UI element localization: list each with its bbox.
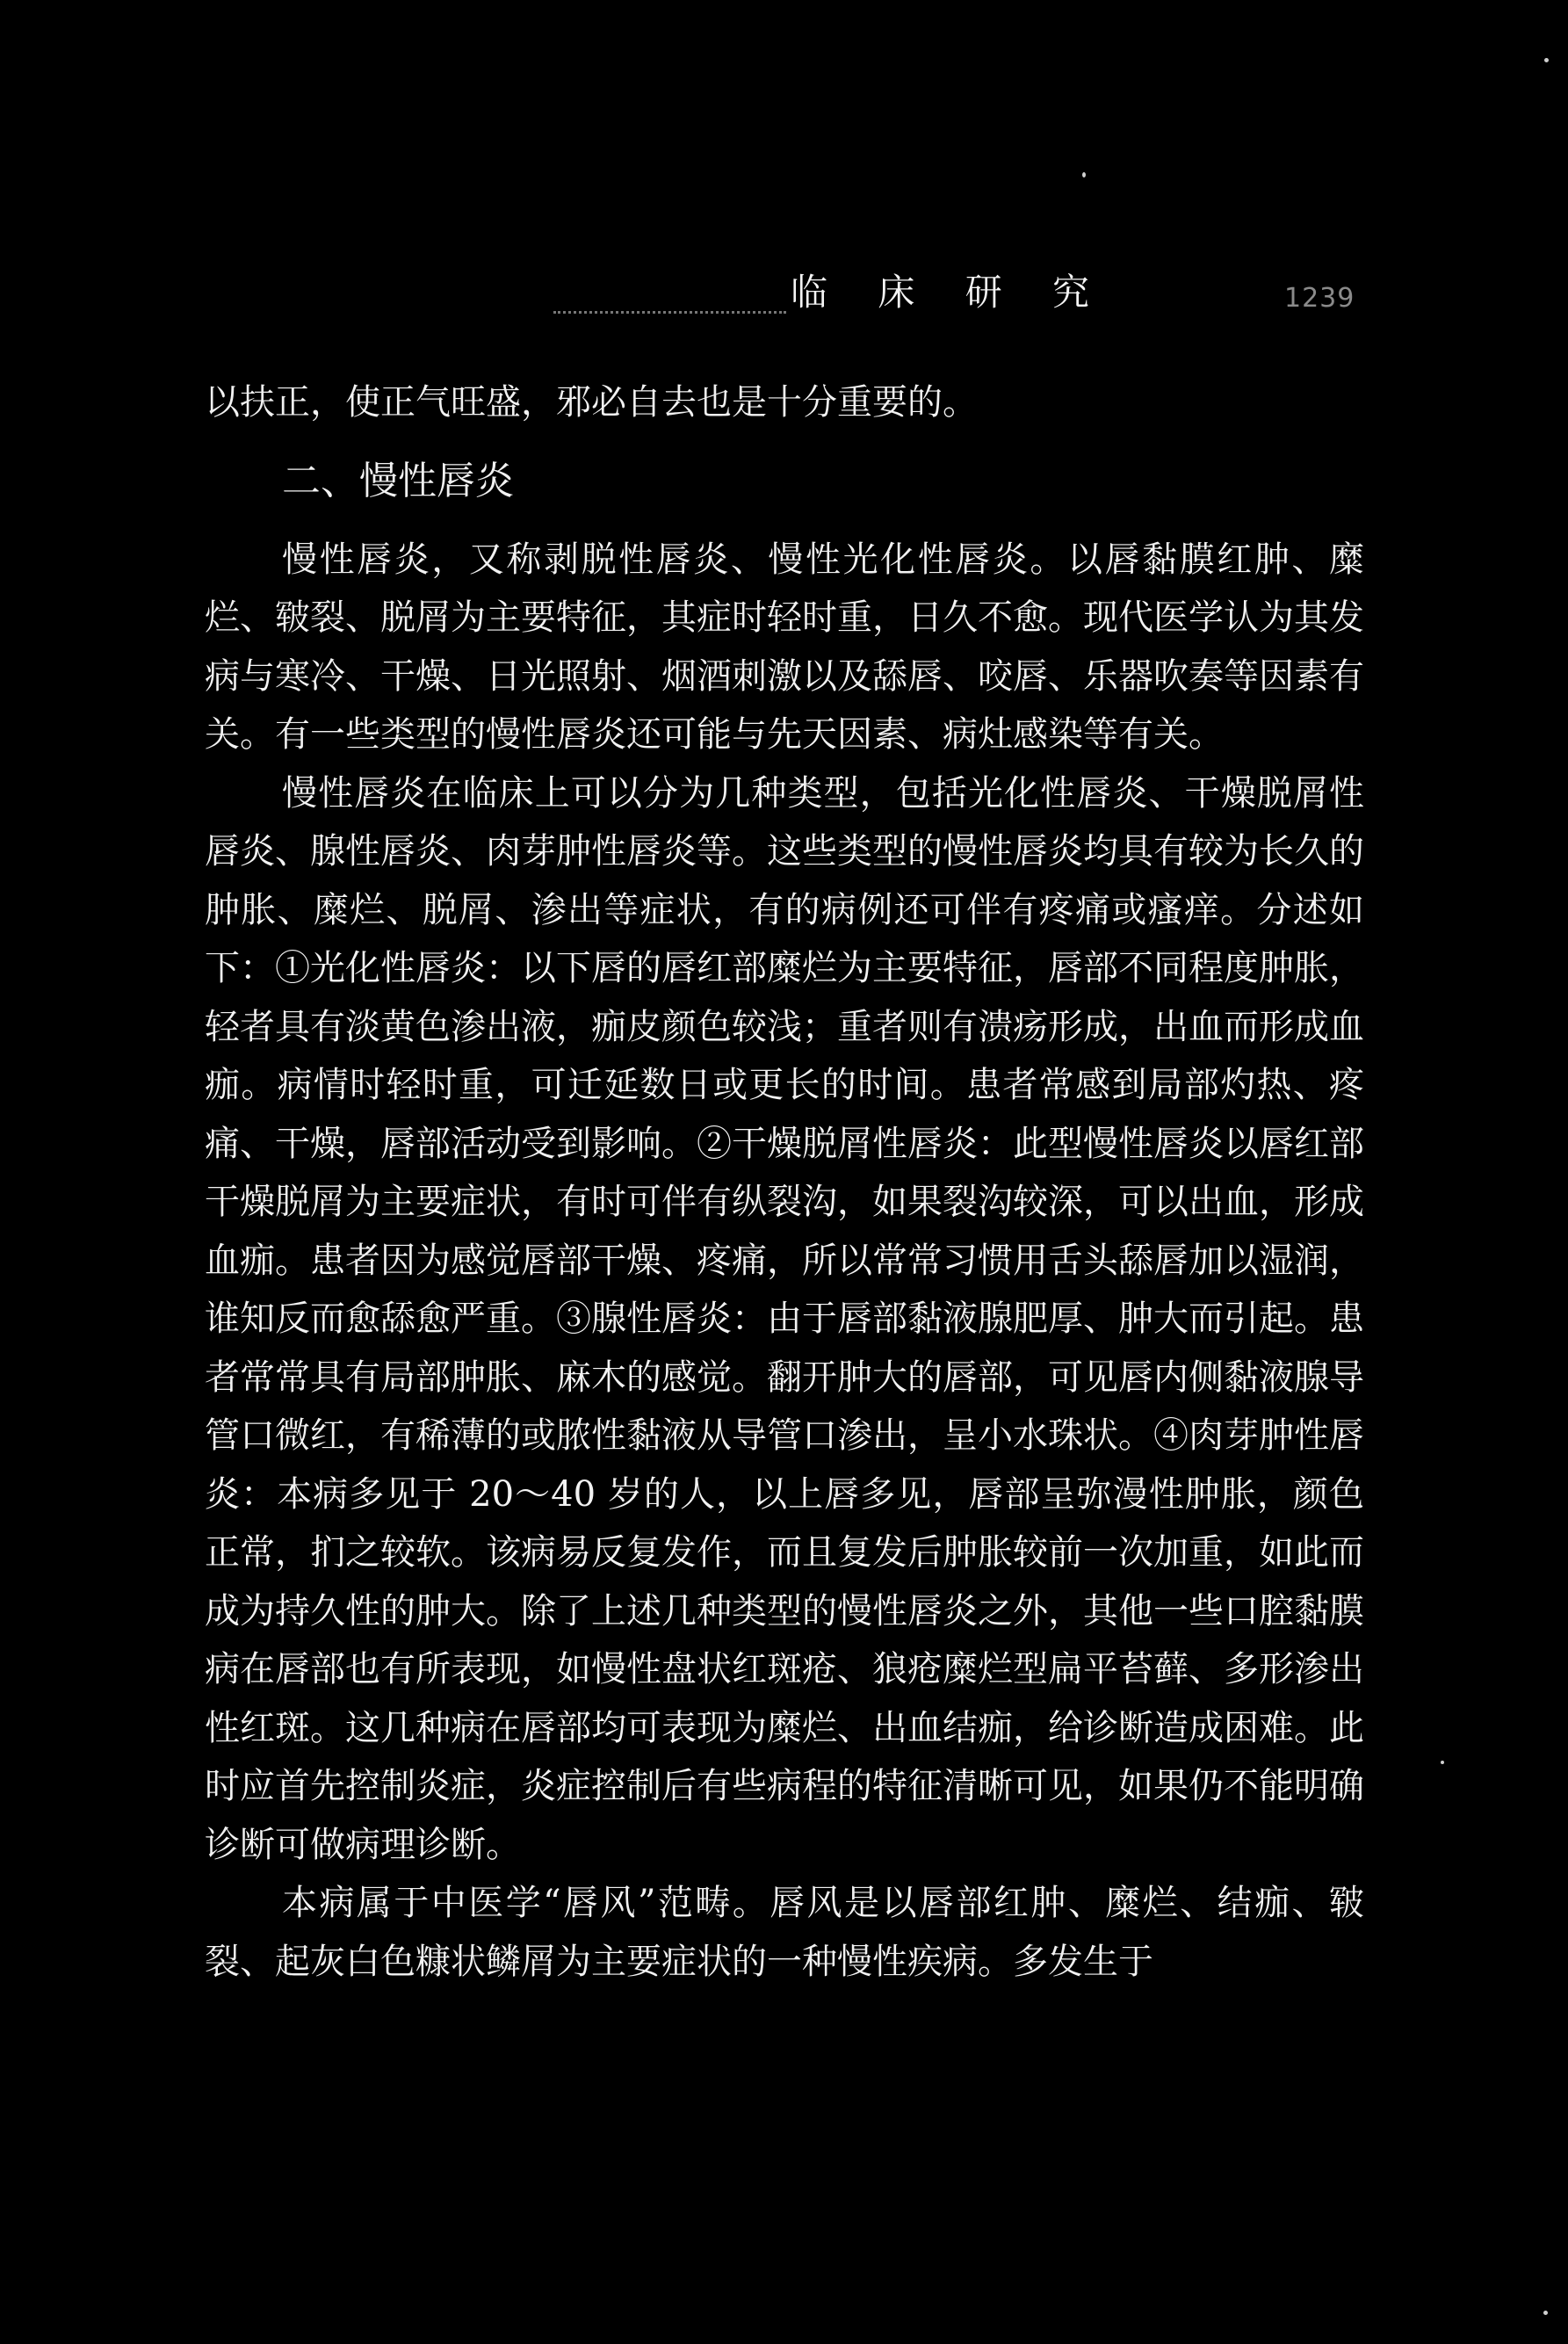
section-heading: 二、慢性唇炎 bbox=[282, 458, 514, 503]
header-dotted-rule bbox=[553, 306, 786, 314]
scan-speck bbox=[1544, 58, 1549, 62]
page-number: 1239 bbox=[1284, 283, 1355, 314]
running-header bbox=[0, 264, 1568, 316]
paragraph: 本病属于中医学“唇风”范畴。唇风是以唇部红肿、糜烂、结痂、皲裂、起灰白色糠状鳞屑为主要症状的一种慢性疾病。多发生于 bbox=[205, 1883, 1364, 1982]
scan-speck bbox=[1543, 2311, 1548, 2315]
continuation-paragraph: 以扶正，使正气旺盛，邪必自去也是十分重要的。 bbox=[205, 382, 978, 423]
scan-speck bbox=[1082, 172, 1086, 177]
scan-speck bbox=[1441, 1761, 1444, 1764]
section-title: 临 床 研 究 bbox=[791, 271, 1109, 314]
body-text bbox=[205, 373, 1364, 1991]
paragraph: 慢性唇炎在临床上可以分为几种类型，包括光化性唇炎、干燥脱屑性唇炎、腺性唇炎、肉芽肿性唇炎等。这些类型的慢性唇炎均具有较为长久的肿胀、糜烂、脱屑、渗出等症状，有的病例还可伴有疼痛或瘙痒。分述如下：①光化性唇炎：以下唇的唇红部糜烂为主要特征，唇部不同程度肿胀，轻者具有淡黄色渗出液，痂皮颜色较浅；重者则有溃疡形成，出血而形成血痂。病情时轻时重，可迁延数日或更长的时间。患者常感到局部灼热、疼痛、干燥，唇部活动受到影响。②干燥脱屑性唇炎：此型慢性唇炎以唇红部干燥脱屑为主要症状，有时可伴有纵裂沟，如果裂沟较深，可以出血，形成血痂。患者因为感觉唇部干燥、疼痛，所以常常习惯用舌头舔唇加以湿润，谁知反而愈舔愈严重。③腺性唇炎：由于唇部黏液腺肥厚、肿大而引起。患者常常具有局部肿胀、麻木的感觉。翻开肿大的唇部，可见唇内侧黏液腺导管口微红，有稀薄的或脓性黏液从导管口渗出，呈小水珠状。④肉芽肿性唇炎：本病多见于 20～40 岁的人，以上唇多见，唇部呈弥漫性肿胀，颜色正常，扪之较软。该病易反复发作，而且复发后肿胀较前一次加重，如此而成为持久性的肿大。除了上述几种类型的慢性唇炎之外，其他一些口腔黏膜病在唇部也有所表现，如慢性盘状红斑疮、狼疮糜烂型扁平苔藓、多形渗出性红斑。这几种病在唇部均可表现为糜烂、出血结痂，给诊断造成困难。此时应首先控制炎症，炎症控制后有些病程的特征清晰可见，如果仍不能明确诊断可做病理诊断。 bbox=[205, 772, 1364, 1865]
paragraph: 慢性唇炎，又称剥脱性唇炎、慢性光化性唇炎。以唇黏膜红肿、糜烂、皲裂、脱屑为主要特征，其症时轻时重，日久不愈。现代医学认为其发病与寒冷、干燥、日光照射、烟酒刺激以及舔唇、咬唇、乐器吹奏等因素有关。有一些类型的慢性唇炎还可能与先天因素、病灶感染等有关。 bbox=[205, 539, 1364, 755]
